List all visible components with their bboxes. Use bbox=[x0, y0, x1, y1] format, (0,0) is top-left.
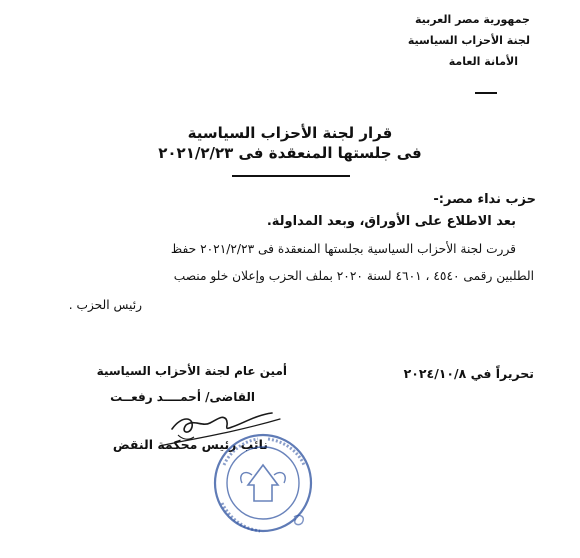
letterhead-committee: لجنة الأحزاب السياسية bbox=[407, 34, 530, 47]
decision-text-line-1: قررت لجنة الأحزاب السياسية بجلستها المنعقدة فى ٢٠٢١/٢/٢٣ حفظ bbox=[170, 242, 516, 256]
decision-title: قرار لجنة الأحزاب السياسية bbox=[187, 124, 393, 142]
party-name: حزب نداء مصر:- bbox=[433, 192, 536, 207]
official-seal-stamp bbox=[208, 425, 318, 535]
issue-date: تحريراً في ٢٠٢٤/١٠/٨ bbox=[403, 366, 534, 381]
letterhead-secretariat: الأمانة العامة bbox=[448, 55, 518, 68]
title-underline bbox=[232, 175, 350, 177]
signer-role: نائب رئيس محكمة النقض bbox=[112, 437, 268, 452]
letterhead-country: جمهورية مصر العربية bbox=[415, 13, 530, 26]
signer-name: القاضى/ أحمــــد رفعــت bbox=[110, 390, 255, 404]
seal-inner-ring bbox=[227, 447, 299, 519]
decision-text-line-3: رئيس الحزب . bbox=[68, 298, 142, 312]
decision-text-line-2: الطلبين رقمى ٤٥٤٠ ، ٤٦٠١ لسنة ٢٠٢٠ بملف الحزب وإعلان خلو منصب bbox=[173, 269, 534, 283]
signer-title: أمين عام لجنة الأحزاب السياسية bbox=[96, 364, 287, 378]
seal-outer-ring bbox=[215, 435, 311, 531]
decision-preamble: بعد الاطلاع على الأوراق، وبعد المداولة. bbox=[266, 214, 516, 229]
letterhead-divider bbox=[475, 92, 497, 94]
decision-session-date: فى جلستها المنعقدة فى ٢٠٢١/٢/٢٣ bbox=[158, 144, 422, 162]
